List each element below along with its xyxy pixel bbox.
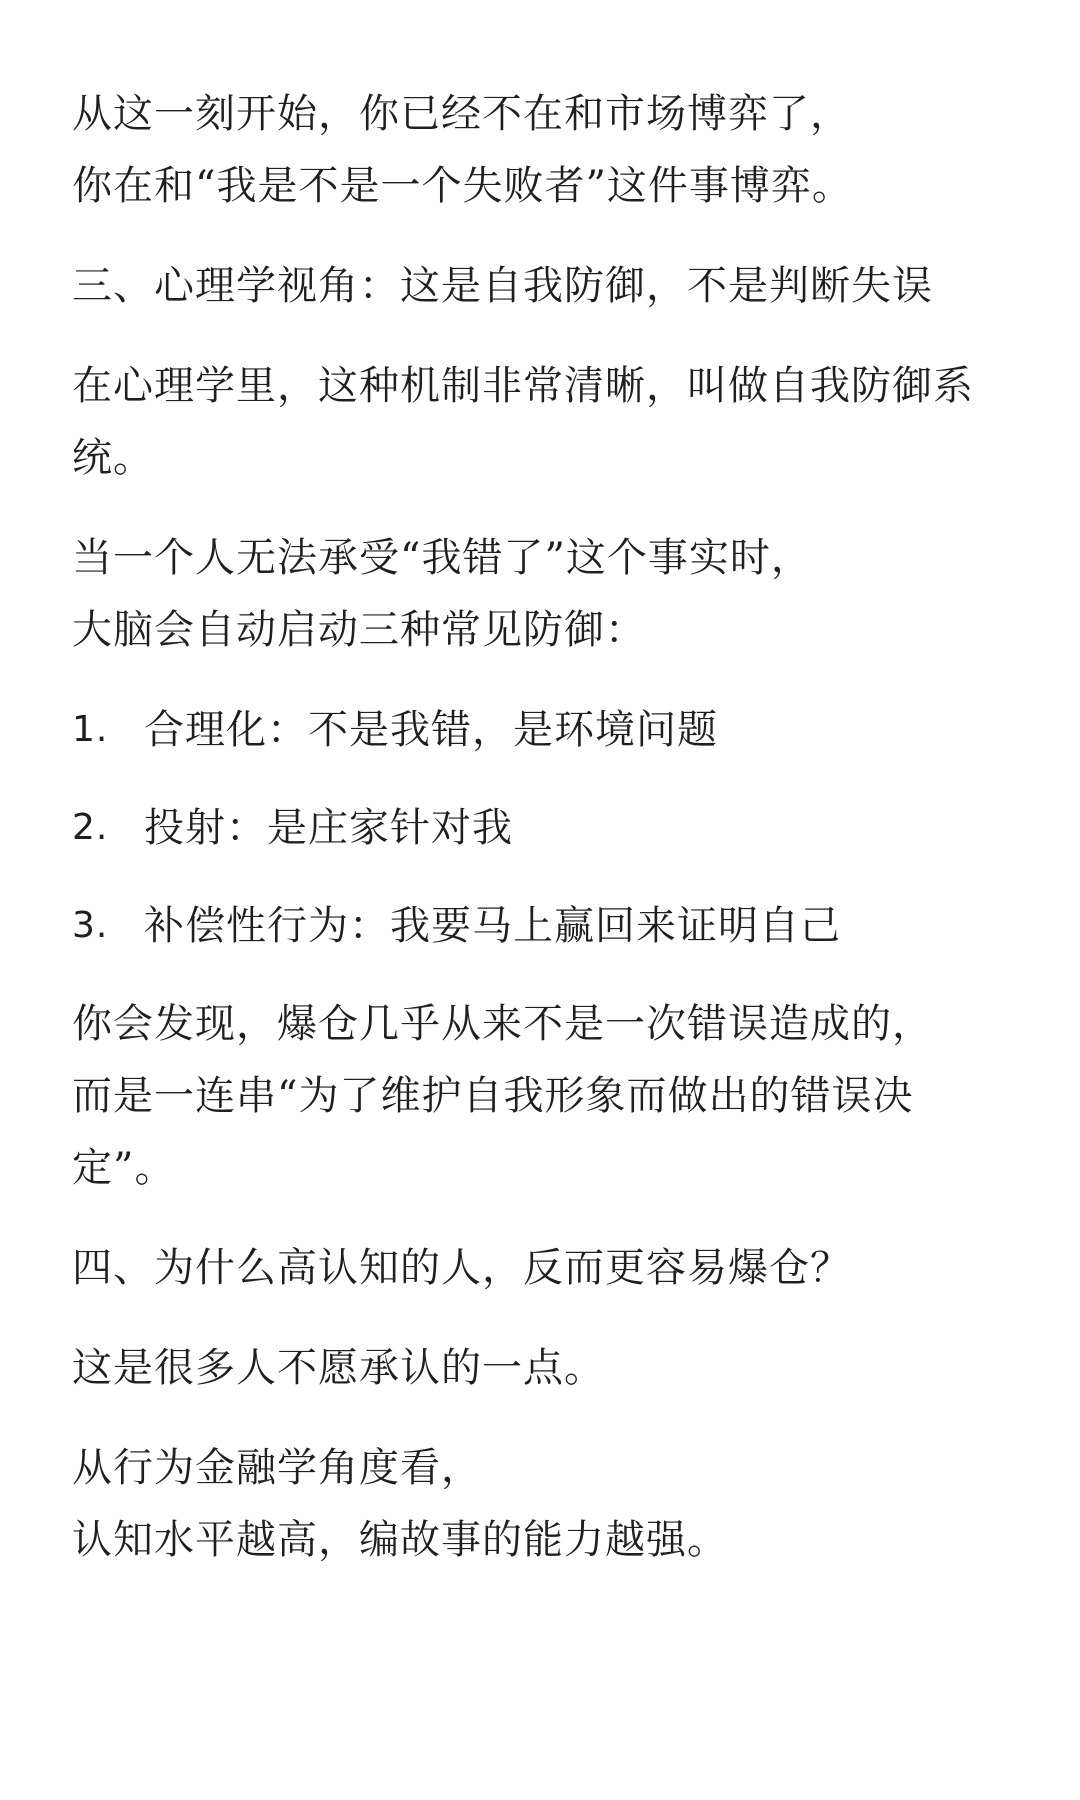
paragraph-unwilling-admit: 这是很多人不愿承认的一点。 [72,1345,605,1391]
paragraph-defense-system [72,350,1012,494]
section-heading-high-cognition: 四、为什么高认知的人，反而更容易爆仓？ [72,1245,851,1291]
list-number: 1. [72,709,109,750]
text-line: 在心理学里，这种机制非常清晰，叫做自我防御系 [72,363,974,409]
paragraph-behavioral-finance [72,1432,1012,1576]
paragraph-market-game [72,78,1012,222]
text-line: 你会发现，爆仓几乎从来不是一次错误造成的， [72,1001,933,1047]
list-text: 补偿性行为：我要马上赢回来证明自己 [144,903,841,949]
list-number: 3. [72,905,109,946]
list-item [72,890,1012,962]
paragraph-liquidation-cause [72,988,1012,1204]
text-line: 认知水平越高，编故事的能力越强。 [72,1517,728,1563]
text-line: 统。 [72,435,154,481]
paragraph-three-defenses [72,522,1012,666]
text-line: 你在和“我是不是一个失败者”这件事博弈。 [72,163,853,209]
defense-list [72,694,1012,962]
text-line: 而是一连串“为了维护自我形象而做出的错误决 [72,1073,914,1119]
text-line: 定”。 [72,1145,176,1191]
text-line: 从这一刻开始，你已经不在和市场博弈了， [72,91,851,137]
text-line: 从行为金融学角度看， [72,1445,482,1491]
list-item [72,792,1012,864]
section-heading-psychology: 三、心理学视角：这是自我防御，不是判断失误 [72,263,933,309]
article-body [72,78,1012,1604]
list-text: 合理化：不是我错，是环境问题 [144,707,718,753]
list-item [72,694,1012,766]
text-line: 当一个人无法承受“我错了”这个事实时， [72,535,812,581]
text-line: 大脑会自动启动三种常见防御： [72,607,646,653]
list-text: 投射：是庄家针对我 [144,805,513,851]
list-number: 2. [72,807,109,848]
